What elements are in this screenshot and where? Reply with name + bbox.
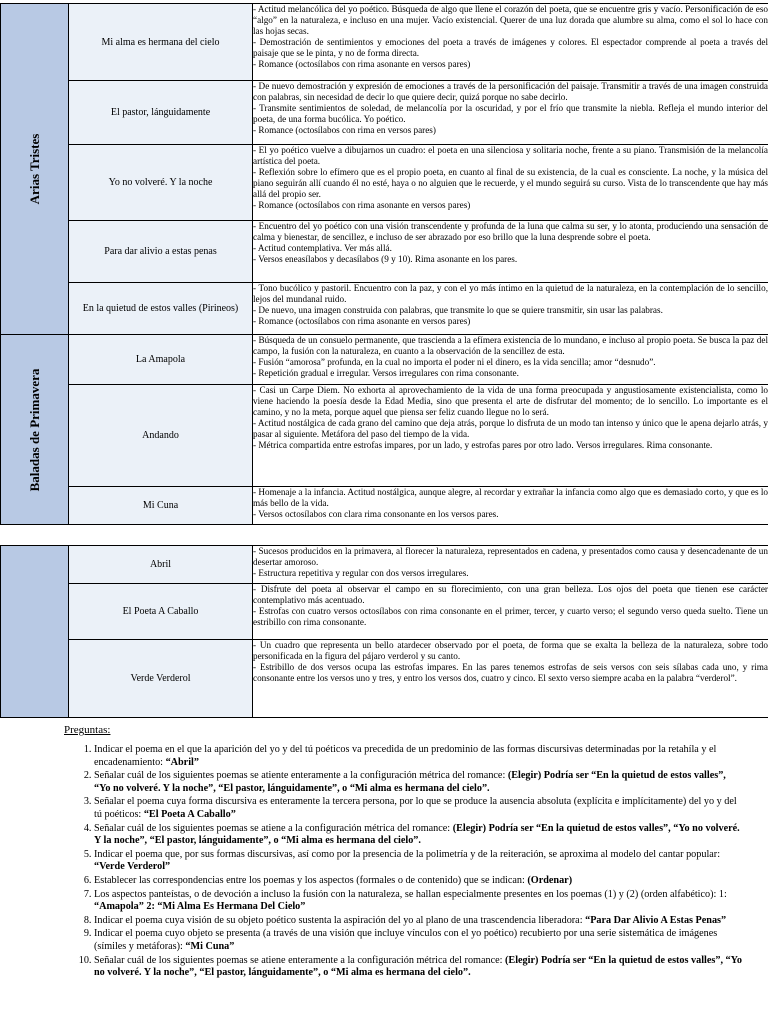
questions-title: Preguntas: <box>64 724 111 736</box>
poem-title: Para dar alivio a estas penas <box>69 221 253 283</box>
section-title: Baladas de Primavera <box>26 368 42 491</box>
poem-title: La Amapola <box>69 335 253 385</box>
table-gap <box>0 528 768 542</box>
table-row <box>1 385 768 487</box>
poem-title: Mi Cuna <box>69 487 253 525</box>
section-cell <box>1 4 69 335</box>
question-answer: “Abril” <box>165 756 199 768</box>
question-item <box>94 744 744 769</box>
analysis-line: - Transmite sentimientos de soledad, de melancolía por la oscuridad, y por el frío que transmite la niebla. Refleja el mundo interior del poeta, de una forma bucólica. Yo poético. <box>253 102 768 124</box>
poems-table-1 <box>0 3 768 525</box>
poem-title: En la quietud de estos valles (Pirineos) <box>69 283 253 335</box>
analysis-line: - Actitud nostálgica de cada grano del camino que deja atrás, porque lo disfruta de un modo tan intenso y único que le apena dejarlo atrás, y pasar al siguiente. Metáfora del paso del tiempo de la vida. <box>253 417 768 439</box>
section-cell <box>1 546 69 718</box>
table-row <box>1 584 768 640</box>
question-answer: (Elegir) Podría ser “En la quietud de estos valles”, “Yo no volveré. Y la noche”, “El pastor, lánguidamente”, o “Mi alma es hermana del cielo”. <box>94 954 742 979</box>
analysis-line: - Un cuadro que representa un bello atardecer observado por el poeta, de forma que se exalta la belleza de la naturaleza, sobre todo personificada en la figura del pájaro verderol y su canto. <box>253 640 768 661</box>
question-text: Los aspectos panteístas, o de devoción a incluso la fusión con la naturaleza, se hallan especialmente presentes en los poemas (1) y (2) (orden alfabético): 1: <box>94 888 727 900</box>
question-text: Indicar el poema cuya visión de su objeto poético sustenta la aspiración del yo al plano de una trascendencia liberadora: <box>94 914 586 926</box>
analysis-line: - Estrofas con cuatro versos octosílabos con rima consonante en el primer, tercer, y cuarto verso; el segundo verso queda suelto. Tiene un estribillo con rima consonante. <box>253 605 768 627</box>
analysis-line: - Disfrute del poeta al observar el campo en su florecimiento, con una gran belleza. Los ojos del poeta que tienen ese carácter contemplativo más acentuado. <box>253 584 768 605</box>
question-text: Indicar el poema cuyo objeto se presenta (a través de una visión que incluye vínculos con el yo poético) recubierto por una serie sistemática de imágenes (símiles y metáforas): <box>94 928 718 952</box>
analysis-line: - De nuevo demostración y expresión de emociones a través de la personificación del paisaje. Transmitir a través de una imagen construida con palabras, sin necesidad de decir lo que quiere decir, quizá porque no sabe decirlo. <box>253 81 768 102</box>
analysis-line: - Estribillo de dos versos ocupa las estrofas impares. En las pares tenemos estrofas de seis versos con seis sílabas cada uno, y rima consonante entre los versos uno y tres, y entro los versos dos, cuatro y cinco. El sexto verso siempre acaba en la palabra “verderol”. <box>253 661 768 683</box>
table-row <box>1 81 768 145</box>
poem-title: El Poeta A Caballo <box>69 584 253 640</box>
analysis-line: - Actitud melancólica del yo poético. Búsqueda de algo que llene el corazón del poeta, que se encuentre gris y vacío. Personificación de eso “algo” en la naturaleza, e incluso en una mujer. Vacío existencial. Querer de una luz dorada que alumbre su alma, como el sol lo hace con las hojas secas. <box>253 4 768 36</box>
question-answer: “Mi Cuna” <box>185 940 235 952</box>
analysis-line: - Romance (octosílabos con rima asonante en versos pares) <box>253 199 471 210</box>
analysis-line: - De nuevo, una imagen construida con palabras, que transmite lo que se quiere transmitir, sin usar las palabras. <box>253 304 663 315</box>
analysis-line: - Búsqueda de un consuelo permanente, que trascienda a la efímera existencia de lo mundano, e incluso al propio poeta. Se busca la paz del campo, la fusión con la naturaleza, en cuanto a la observación de la sencillez de esta. <box>253 335 768 356</box>
question-item <box>94 889 744 914</box>
question-item <box>94 796 744 821</box>
poem-analysis <box>253 283 768 335</box>
analysis-line: - Versos octosílabos con clara rima consonante en los versos pares. <box>253 508 499 519</box>
analysis-line: - Estructura repetitiva y regular con dos versos irregulares. <box>253 567 469 578</box>
table-row <box>1 4 768 81</box>
table-row <box>1 221 768 283</box>
analysis-line: - Fusión “amorosa” profunda, en la cual no importa el poder ni el dinero, es la vida sencilla; amor “desnudo”. <box>253 356 656 367</box>
poem-analysis <box>253 546 768 584</box>
question-text: Indicar el poema en el que la aparición del yo y del tú poéticos va precedida de un predominio de las formas discursivas determinadas por la retahíla y el encadenamiento: <box>94 744 717 768</box>
analysis-line: - Romance (octosílabos con rima asonante en versos pares) <box>253 315 471 326</box>
question-answer: “Verde Verderol” <box>94 861 171 873</box>
analysis-line: - Repetición gradual e irregular. Versos irregulares con rima consonante. <box>253 367 519 378</box>
question-item <box>94 928 744 953</box>
table-row <box>1 145 768 221</box>
analysis-line: - Actitud contemplativa. Ver más allá. <box>253 242 392 253</box>
question-answer: “Amapola” 2: “Mi Alma Es Hermana Del Cielo” <box>94 901 306 913</box>
poem-analysis <box>253 640 768 718</box>
table-row <box>1 546 768 584</box>
table-row <box>1 335 768 385</box>
poem-title: Andando <box>69 385 253 487</box>
question-answer: “Para Dar Alivio A Estas Penas” <box>585 914 727 926</box>
question-answer: (Elegir) Podría ser “En la quietud de estos valles”, “Yo no volveré. Y la noche”, “El pastor, lánguidamente”, o “Mi alma es hermana del cielo”. <box>94 770 726 794</box>
analysis-line: - Casi un Carpe Diem. No exhorta al aprovechamiento de la vida de una forma preocupada y angustiosamente existencialista, como lo viene haciendo la poesía desde la Edad Media, sino que presenta el arte de disfrutar del momento; de lo sencillo. Lo importante es el camino, y no la meta, porque aquel que piensa ser feliz cuando llegue no lo será. <box>253 385 768 417</box>
poem-analysis <box>253 145 768 221</box>
analysis-line: - Romance (octosílabos con rima en versos pares) <box>253 124 436 135</box>
table-row <box>1 283 768 335</box>
poem-title: El pastor, lánguidamente <box>69 81 253 145</box>
question-text: Señalar cuál de los siguientes poemas se atiene a la configuración métrica del romance: <box>94 822 453 834</box>
poem-analysis <box>253 4 768 81</box>
poem-analysis <box>253 335 768 385</box>
question-item <box>94 875 744 888</box>
analysis-line: - El yo poético vuelve a dibujarnos un cuadro: el poeta en una silenciosa y solitaria noche, frente a su piano. Transmisión de la melancolía artística del poeta. <box>253 145 768 166</box>
question-item <box>94 955 744 980</box>
poem-analysis <box>253 584 768 640</box>
poem-analysis <box>253 81 768 145</box>
poem-title: Verde Verderol <box>69 640 253 718</box>
poems-table-2 <box>0 545 768 718</box>
analysis-line: - Sucesos producidos en la primavera, al florecer la naturaleza, representados en cadena, y presentados como causa y desencadenante de un desertar amoroso. <box>253 546 768 567</box>
analysis-line: - Reflexión sobre lo efímero que es el propio poeta, en cuanto al final de su existencia, de la cual es consciente. La noche, y la música del piano seguirán allí cuando él no esté, haya o no alguien que le recuerde, y el mundo seguirá su curso. Vista de lo transcendente que hay más allá del propio ser. <box>253 166 768 199</box>
analysis-line: - Versos eneasílabos y decasílabos (9 y 10). Rima asonante en los pares. <box>253 253 518 264</box>
question-answer: “El Poeta A Caballo” <box>143 808 236 820</box>
section-cell <box>1 335 69 525</box>
question-item <box>94 915 744 928</box>
question-text: Señalar cuál de los siguientes poemas se atiente enteramente a la configuración métrica del romance: <box>94 770 508 782</box>
question-answer: (Ordenar) <box>527 874 573 886</box>
section-title: Arias Tristes <box>26 133 42 205</box>
question-item <box>94 823 744 848</box>
analysis-line: - Homenaje a la infancia. Actitud nostálgica, aunque alegre, al recordar y extrañar la infancia como algo que es demasiado corto, y que es lo más bello de la vida. <box>253 487 768 508</box>
question-item <box>94 770 744 795</box>
question-text: Indicar el poema que, por sus formas discursivas, así como por la presencia de la polimetría y de la reiteración, se aproxima al modelo del cantar popular: <box>94 848 721 860</box>
analysis-line: - Romance (octosílabos con rima asonante en versos pares) <box>253 58 471 69</box>
poem-analysis <box>253 221 768 283</box>
questions-list <box>64 744 744 981</box>
table-row <box>1 640 768 718</box>
analysis-line: - Demostración de sentimientos y emociones del poeta a través de imágenes y colores. El espectador comprende al poeta a través del paisaje que se le pinta, y no de forma directa. <box>253 36 768 58</box>
poem-title: Abril <box>69 546 253 584</box>
question-text: Señalar el poema cuya forma discursiva es enteramente la tercera persona, por lo que se produce la ausencia absoluta (explícita e implícitamente) del yo y del tú poéticos: <box>94 796 737 820</box>
question-text: Establecer las correspondencias entre los poemas y los aspectos (formales o de contenido) que se indican: <box>94 874 528 886</box>
analysis-line: - Tono bucólico y pastoril. Encuentro con la paz, y con el yo más íntimo en la quietud de la naturaleza, en la contemplación de lo sencillo, lejos del mundanal ruido. <box>253 283 768 304</box>
poem-title: Mi alma es hermana del cielo <box>69 4 253 81</box>
question-text: Señalar cuál de los siguientes poemas se atiene enteramente a la configuración métrica del romance: <box>94 954 506 966</box>
table-row <box>1 487 768 525</box>
analysis-line: - Métrica compartida entre estrofas impares, por un lado, y estrofas pares por otro lado. Versos irregulares. Rima consonante. <box>253 439 713 450</box>
analysis-line: - Encuentro del yo poético con una visión transcendente y profunda de la luna que calma su ser, y lo atonta, produciendo una sensación de calma y bienestar, de sencillez, e incluso de ser abrazado por eso brillo que la luna desprende sobre el poeta. <box>253 221 768 242</box>
poem-analysis <box>253 385 768 487</box>
poem-analysis <box>253 487 768 525</box>
poem-title: Yo no volveré. Y la noche <box>69 145 253 221</box>
question-answer: (Elegir) Podría ser “En la quietud de estos valles”, “Yo no volveré. Y la noche”, “El pastor, lánguidamente”, o “Mi alma es hermana del cielo”. <box>94 822 740 847</box>
question-item <box>94 849 744 874</box>
